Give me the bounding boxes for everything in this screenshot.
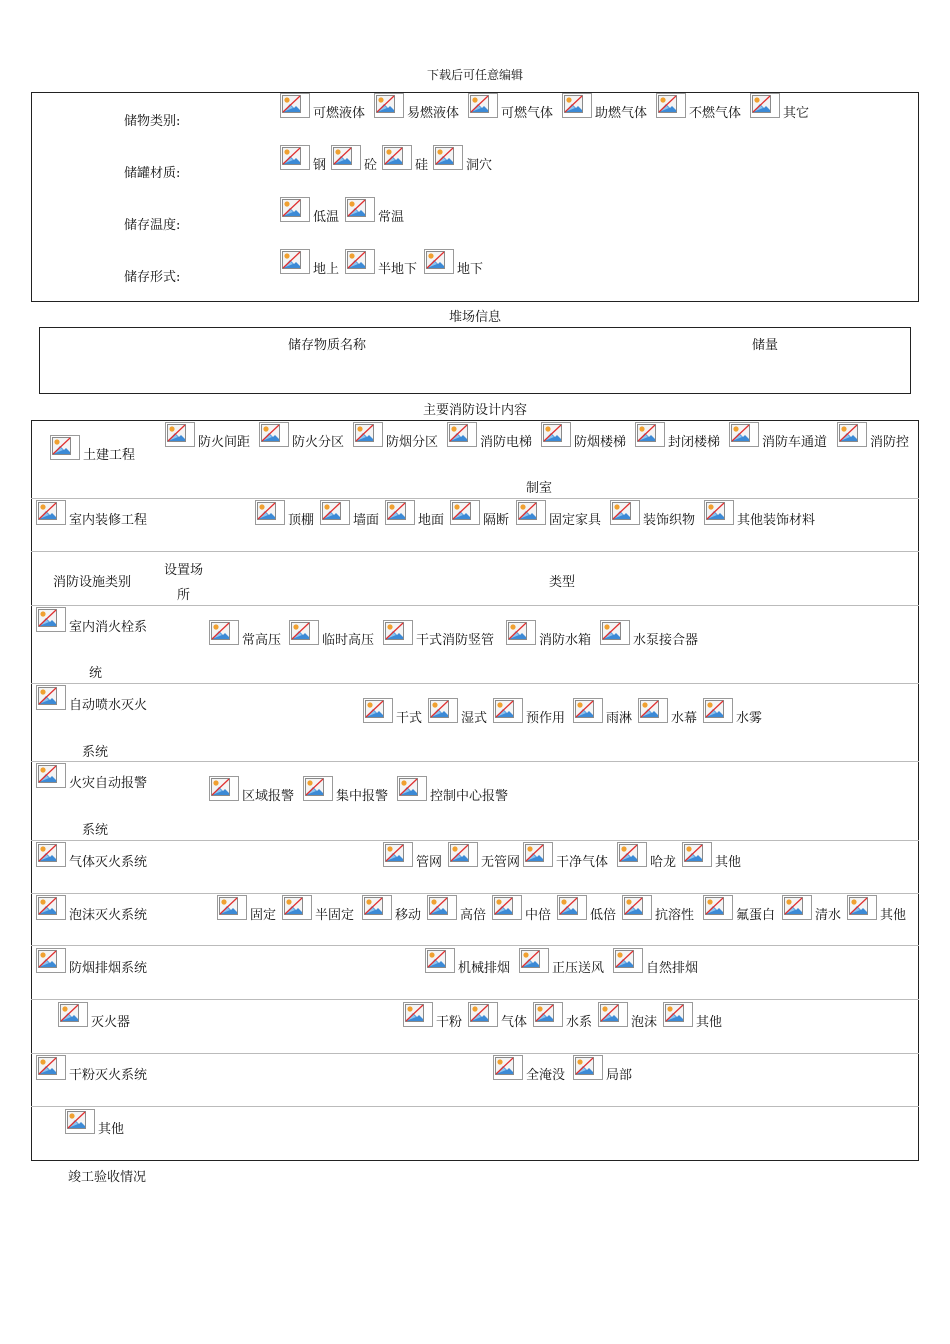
option-label: 中倍 <box>525 908 552 923</box>
option-label: 湿式 <box>461 711 488 726</box>
option-label: 半地下 <box>378 262 418 277</box>
page-header: 下载后可任意编辑 <box>426 68 523 82</box>
broken-image-icon <box>280 249 310 274</box>
option-label: 自然排烟 <box>646 961 699 976</box>
checkbox-highly-flammable-liquid[interactable] <box>374 93 460 121</box>
broken-image-icon <box>382 145 412 170</box>
broken-image-icon <box>573 698 603 723</box>
type-header: 类型 <box>549 575 576 590</box>
broken-image-icon <box>656 93 686 118</box>
broken-image-icon <box>523 842 553 867</box>
option-label: 控制中心报警 <box>430 789 509 804</box>
broken-image-icon <box>516 500 546 525</box>
checkbox-low-temperature[interactable] <box>280 197 340 225</box>
broken-image-icon <box>280 93 310 118</box>
system-label-cont: 系统 <box>82 823 109 838</box>
checkbox-wall[interactable] <box>320 500 380 528</box>
option-label: 其他 <box>880 908 907 923</box>
option-label: 地面 <box>418 513 445 528</box>
option-label: 预作用 <box>526 711 566 726</box>
checkbox-low-expansion[interactable] <box>557 895 617 923</box>
broken-image-icon <box>217 895 247 920</box>
option-label: 临时高压 <box>322 633 375 648</box>
option-label: 其他 <box>715 855 742 870</box>
option-label: 可燃液体 <box>313 106 366 121</box>
option-label: 固定家具 <box>549 513 602 528</box>
broken-image-icon <box>598 1002 628 1027</box>
checkbox-foam-semi-fixed[interactable] <box>282 895 355 923</box>
storage-category-label: 储物类别: <box>124 114 181 129</box>
broken-image-icon <box>610 500 640 525</box>
option-label: 泡沫 <box>631 1015 658 1030</box>
option-label: 局部 <box>606 1068 633 1083</box>
checkbox-indoor-hydrant-system[interactable] <box>36 607 148 635</box>
checkbox-smoke-compartment[interactable] <box>353 422 439 450</box>
broken-image-icon <box>682 842 712 867</box>
option-label: 钢 <box>313 158 327 173</box>
option-label: 区域报警 <box>242 789 295 804</box>
option-label: 机械排烟 <box>458 961 511 976</box>
checkbox-enclosed-stair[interactable] <box>635 422 721 450</box>
checkbox-natural-exhaust[interactable] <box>613 948 699 976</box>
checkbox-floor[interactable] <box>385 500 445 528</box>
yard-title: 堆场信息 <box>448 310 501 325</box>
option-label: 防烟分区 <box>386 435 439 450</box>
checkbox-total-flooding[interactable] <box>493 1055 566 1083</box>
broken-image-icon <box>36 500 66 525</box>
option-label: 消防控 <box>870 435 910 450</box>
checkbox-cave[interactable] <box>433 145 493 173</box>
broken-image-icon <box>36 895 66 920</box>
checkbox-dry-powder-system[interactable] <box>36 1055 148 1083</box>
option-label: 室内装修工程 <box>69 513 148 528</box>
broken-image-icon <box>557 895 587 920</box>
option-label: 低温 <box>313 210 340 225</box>
option-label: 清水 <box>815 908 842 923</box>
option-label: 集中报警 <box>336 789 389 804</box>
broken-image-icon <box>782 895 812 920</box>
broken-image-icon <box>65 1109 95 1134</box>
broken-image-icon <box>331 145 361 170</box>
row-divider <box>31 605 919 606</box>
option-label: 泡沫灭火系统 <box>69 908 148 923</box>
option-label: 防烟楼梯 <box>574 435 627 450</box>
checkbox-above-ground[interactable] <box>280 249 340 277</box>
storage-temperature-label: 储存温度: <box>124 218 181 233</box>
option-label: 固定 <box>250 908 277 923</box>
checkbox-halon[interactable] <box>617 842 677 870</box>
option-label: 消防车通道 <box>762 435 828 450</box>
option-label: 管网 <box>416 855 443 870</box>
checkbox-alcohol-resistant[interactable] <box>622 895 695 923</box>
checkbox-oxidizing-gas[interactable] <box>562 93 648 121</box>
broken-image-icon <box>383 620 413 645</box>
checkbox-other-decor-material[interactable] <box>704 500 816 528</box>
broken-image-icon <box>433 145 463 170</box>
option-label: 常温 <box>378 210 405 225</box>
location-header-line1: 设置场 <box>164 563 204 578</box>
yard-name-header: 储存物质名称 <box>288 338 367 353</box>
option-label: 易燃液体 <box>407 106 460 121</box>
facility-category-header: 消防设施类别 <box>53 575 132 590</box>
checkbox-non-piped[interactable] <box>448 842 521 870</box>
option-label: 防火间距 <box>198 435 251 450</box>
broken-image-icon <box>613 948 643 973</box>
option-label: 不燃气体 <box>689 106 742 121</box>
system-label-cont: 统 <box>89 666 103 681</box>
tank-material-label: 储罐材质: <box>124 166 181 181</box>
checkbox-foam-mobile[interactable] <box>362 895 422 923</box>
option-label: 气体灭火系统 <box>69 855 148 870</box>
option-label: 干式消防竖管 <box>416 633 495 648</box>
broken-image-icon <box>36 842 66 867</box>
option-label: 哈龙 <box>650 855 677 870</box>
checkbox-pressurization[interactable] <box>519 948 605 976</box>
option-label: 氟蛋白 <box>736 908 776 923</box>
checkbox-fire-separation[interactable] <box>165 422 251 450</box>
row-divider <box>31 683 919 684</box>
broken-image-icon <box>703 698 733 723</box>
broken-image-icon <box>506 620 536 645</box>
broken-image-icon <box>493 698 523 723</box>
option-label: 低倍 <box>590 908 617 923</box>
broken-image-icon <box>282 895 312 920</box>
checkbox-central-alarm[interactable] <box>303 776 389 804</box>
broken-image-icon <box>255 500 285 525</box>
checkbox-fire-alarm-system[interactable] <box>36 763 148 791</box>
broken-image-icon <box>289 620 319 645</box>
option-label: 隔断 <box>483 513 510 528</box>
checkbox-smokeproof-stair[interactable] <box>541 422 627 450</box>
broken-image-icon <box>622 895 652 920</box>
option-label: 移动 <box>395 908 422 923</box>
broken-image-icon <box>403 1002 433 1027</box>
checkbox-foam-fixed[interactable] <box>217 895 277 923</box>
broken-image-icon <box>428 698 458 723</box>
broken-image-icon <box>837 422 867 447</box>
broken-image-icon <box>385 500 415 525</box>
checkbox-gas-agent[interactable] <box>468 1002 528 1030</box>
checkbox-extinguisher-other[interactable] <box>663 1002 723 1030</box>
option-label: 可燃气体 <box>501 106 554 121</box>
row-divider <box>31 551 919 552</box>
broken-image-icon <box>729 422 759 447</box>
checkbox-temporary-high-pressure[interactable] <box>289 620 375 648</box>
checkbox-dry[interactable] <box>363 698 423 726</box>
broken-image-icon <box>353 422 383 447</box>
broken-image-icon <box>562 93 592 118</box>
checkbox-partition[interactable] <box>450 500 510 528</box>
broken-image-icon <box>259 422 289 447</box>
storage-form-label: 储存形式: <box>124 270 181 285</box>
option-label: 砼 <box>364 158 378 173</box>
option-label: 土建工程 <box>83 448 136 463</box>
checkbox-dry-standpipe[interactable] <box>383 620 495 648</box>
option-label: 地下 <box>457 262 484 277</box>
checkbox-semi-underground[interactable] <box>345 249 418 277</box>
option-label: 其他 <box>696 1015 723 1030</box>
checkbox-fire-control-room[interactable] <box>837 422 910 450</box>
broken-image-icon <box>533 1002 563 1027</box>
checkbox-mechanical-exhaust[interactable] <box>425 948 511 976</box>
broken-image-icon <box>58 1002 88 1027</box>
option-label: 无管网 <box>481 855 521 870</box>
option-label: 装饰织物 <box>643 513 696 528</box>
row-divider <box>31 1053 919 1054</box>
checkbox-fire-compartment[interactable] <box>259 422 345 450</box>
broken-image-icon <box>345 249 375 274</box>
option-label: 正压送风 <box>552 961 605 976</box>
checkbox-fire-water-tank[interactable] <box>506 620 592 648</box>
row-divider <box>31 761 919 762</box>
checkbox-fixed-furniture[interactable] <box>516 500 602 528</box>
broken-image-icon <box>663 1002 693 1027</box>
checkbox-clear-water[interactable] <box>782 895 842 923</box>
broken-image-icon <box>638 698 668 723</box>
option-label: 水雾 <box>736 711 763 726</box>
completion-acceptance-label: 竣工验收情况 <box>68 1170 147 1185</box>
checkbox-water-based[interactable] <box>533 1002 593 1030</box>
checkbox-other-category[interactable] <box>750 93 810 121</box>
checkbox-deluge[interactable] <box>573 698 633 726</box>
checkbox-fire-lane[interactable] <box>729 422 828 450</box>
broken-image-icon <box>424 249 454 274</box>
checkbox-piped[interactable] <box>383 842 443 870</box>
yard-box <box>39 327 911 394</box>
checkbox-preaction[interactable] <box>493 698 566 726</box>
option-label: 干粉灭火系统 <box>69 1068 148 1083</box>
option-label: 火灾自动报警 <box>69 776 148 791</box>
broken-image-icon <box>374 93 404 118</box>
checkbox-extinguisher[interactable] <box>58 1002 131 1030</box>
broken-image-icon <box>750 93 780 118</box>
broken-image-icon <box>847 895 877 920</box>
fire-design-title: 主要消防设计内容 <box>422 403 527 418</box>
broken-image-icon <box>493 1055 523 1080</box>
broken-image-icon <box>36 948 66 973</box>
checkbox-gas-extinguishing-system[interactable] <box>36 842 148 870</box>
option-label: 顶棚 <box>288 513 315 528</box>
broken-image-icon <box>36 607 66 632</box>
broken-image-icon <box>320 500 350 525</box>
checkbox-wet[interactable] <box>428 698 488 726</box>
checkbox-concrete[interactable] <box>331 145 378 173</box>
broken-image-icon <box>492 895 522 920</box>
broken-image-icon <box>165 422 195 447</box>
row-divider <box>31 840 919 841</box>
option-label: 洞穴 <box>466 158 493 173</box>
option-label: 全淹没 <box>526 1068 566 1083</box>
broken-image-icon <box>600 620 630 645</box>
row-divider <box>31 1106 919 1107</box>
option-label: 常高压 <box>242 633 282 648</box>
checkbox-steel[interactable] <box>280 145 327 173</box>
broken-image-icon <box>362 895 392 920</box>
broken-image-icon <box>209 776 239 801</box>
broken-image-icon <box>450 500 480 525</box>
option-label: 水幕 <box>671 711 698 726</box>
row-divider <box>31 945 919 946</box>
checkbox-flammable-liquid[interactable] <box>280 93 366 121</box>
checkbox-zone-alarm[interactable] <box>209 776 295 804</box>
checkbox-sprinkler-system[interactable] <box>36 685 148 713</box>
option-label: 消防电梯 <box>480 435 533 450</box>
broken-image-icon <box>363 698 393 723</box>
checkbox-normal-temperature[interactable] <box>345 197 405 225</box>
checkbox-fluoroprotein[interactable] <box>703 895 776 923</box>
option-label: 其它 <box>783 106 810 121</box>
checkbox-local-application[interactable] <box>573 1055 633 1083</box>
broken-image-icon <box>541 422 571 447</box>
checkbox-fire-elevator[interactable] <box>447 422 533 450</box>
checkbox-decorative-fabric[interactable] <box>610 500 696 528</box>
row-divider <box>31 498 919 499</box>
broken-image-icon <box>704 500 734 525</box>
broken-image-icon <box>703 895 733 920</box>
option-label: 防烟排烟系统 <box>69 961 148 976</box>
checkbox-constant-high-pressure[interactable] <box>209 620 282 648</box>
broken-image-icon <box>36 685 66 710</box>
broken-image-icon <box>573 1055 603 1080</box>
option-label: 消防水箱 <box>539 633 592 648</box>
broken-image-icon <box>397 776 427 801</box>
broken-image-icon <box>468 1002 498 1027</box>
broken-image-icon <box>50 435 80 460</box>
row-divider <box>31 893 919 894</box>
option-label: 气体 <box>501 1015 528 1030</box>
broken-image-icon <box>425 948 455 973</box>
broken-image-icon <box>280 145 310 170</box>
option-label: 封闭楼梯 <box>668 435 721 450</box>
broken-image-icon <box>519 948 549 973</box>
checkbox-silicon[interactable] <box>382 145 429 173</box>
option-label: 干式 <box>396 711 423 726</box>
option-label: 地上 <box>313 262 340 277</box>
option-label: 抗溶性 <box>655 908 695 923</box>
option-label: 硅 <box>415 158 429 173</box>
option-label: 半固定 <box>315 908 355 923</box>
broken-image-icon <box>280 197 310 222</box>
option-label: 高倍 <box>460 908 487 923</box>
yard-quantity-header: 储量 <box>752 338 779 353</box>
broken-image-icon <box>303 776 333 801</box>
broken-image-icon <box>448 842 478 867</box>
checkbox-dry-powder[interactable] <box>403 1002 463 1030</box>
broken-image-icon <box>447 422 477 447</box>
checkbox-control-center-alarm[interactable] <box>397 776 509 804</box>
checkbox-other-system[interactable] <box>65 1109 125 1137</box>
checkbox-nonflammable-gas[interactable] <box>656 93 742 121</box>
checkbox-smoke-control-system[interactable] <box>36 948 148 976</box>
option-label: 其他装饰材料 <box>737 513 816 528</box>
system-label-cont: 系统 <box>82 745 109 760</box>
option-label: 灭火器 <box>91 1015 131 1030</box>
broken-image-icon <box>383 842 413 867</box>
broken-image-icon <box>345 197 375 222</box>
option-label: 干净气体 <box>556 855 609 870</box>
checkbox-interior-decoration[interactable] <box>36 500 148 528</box>
checkbox-ceiling[interactable] <box>255 500 315 528</box>
checkbox-high-expansion[interactable] <box>427 895 487 923</box>
checkbox-gas-other[interactable] <box>682 842 742 870</box>
checkbox-medium-expansion[interactable] <box>492 895 552 923</box>
option-label: 室内消火栓系 <box>69 620 148 635</box>
broken-image-icon <box>617 842 647 867</box>
broken-image-icon <box>36 1055 66 1080</box>
location-header-line2: 所 <box>177 588 191 603</box>
option-label: 其他 <box>98 1122 125 1137</box>
broken-image-icon <box>36 763 66 788</box>
option-label: 水泵接合器 <box>633 633 699 648</box>
checkbox-foam-system[interactable] <box>36 895 148 923</box>
checkbox-flammable-gas[interactable] <box>468 93 554 121</box>
checkbox-civil-engineering[interactable] <box>50 435 136 463</box>
checkbox-clean-agent[interactable] <box>523 842 609 870</box>
checkbox-pump-adapter[interactable] <box>600 620 699 648</box>
checkbox-water-curtain[interactable] <box>638 698 698 726</box>
checkbox-water-mist[interactable] <box>703 698 763 726</box>
option-label: 墙面 <box>353 513 380 528</box>
fire-control-room-wrap: 制室 <box>526 481 553 496</box>
broken-image-icon <box>209 620 239 645</box>
broken-image-icon <box>635 422 665 447</box>
option-label: 水系 <box>566 1015 593 1030</box>
option-label: 干粉 <box>436 1015 463 1030</box>
option-label: 雨淋 <box>606 711 633 726</box>
option-label: 自动喷水灭火 <box>69 698 148 713</box>
broken-image-icon <box>427 895 457 920</box>
option-label: 助燃气体 <box>595 106 648 121</box>
checkbox-foam-other[interactable] <box>847 895 907 923</box>
broken-image-icon <box>468 93 498 118</box>
checkbox-foam-agent[interactable] <box>598 1002 658 1030</box>
row-divider <box>31 999 919 1000</box>
option-label: 防火分区 <box>292 435 345 450</box>
checkbox-underground[interactable] <box>424 249 484 277</box>
